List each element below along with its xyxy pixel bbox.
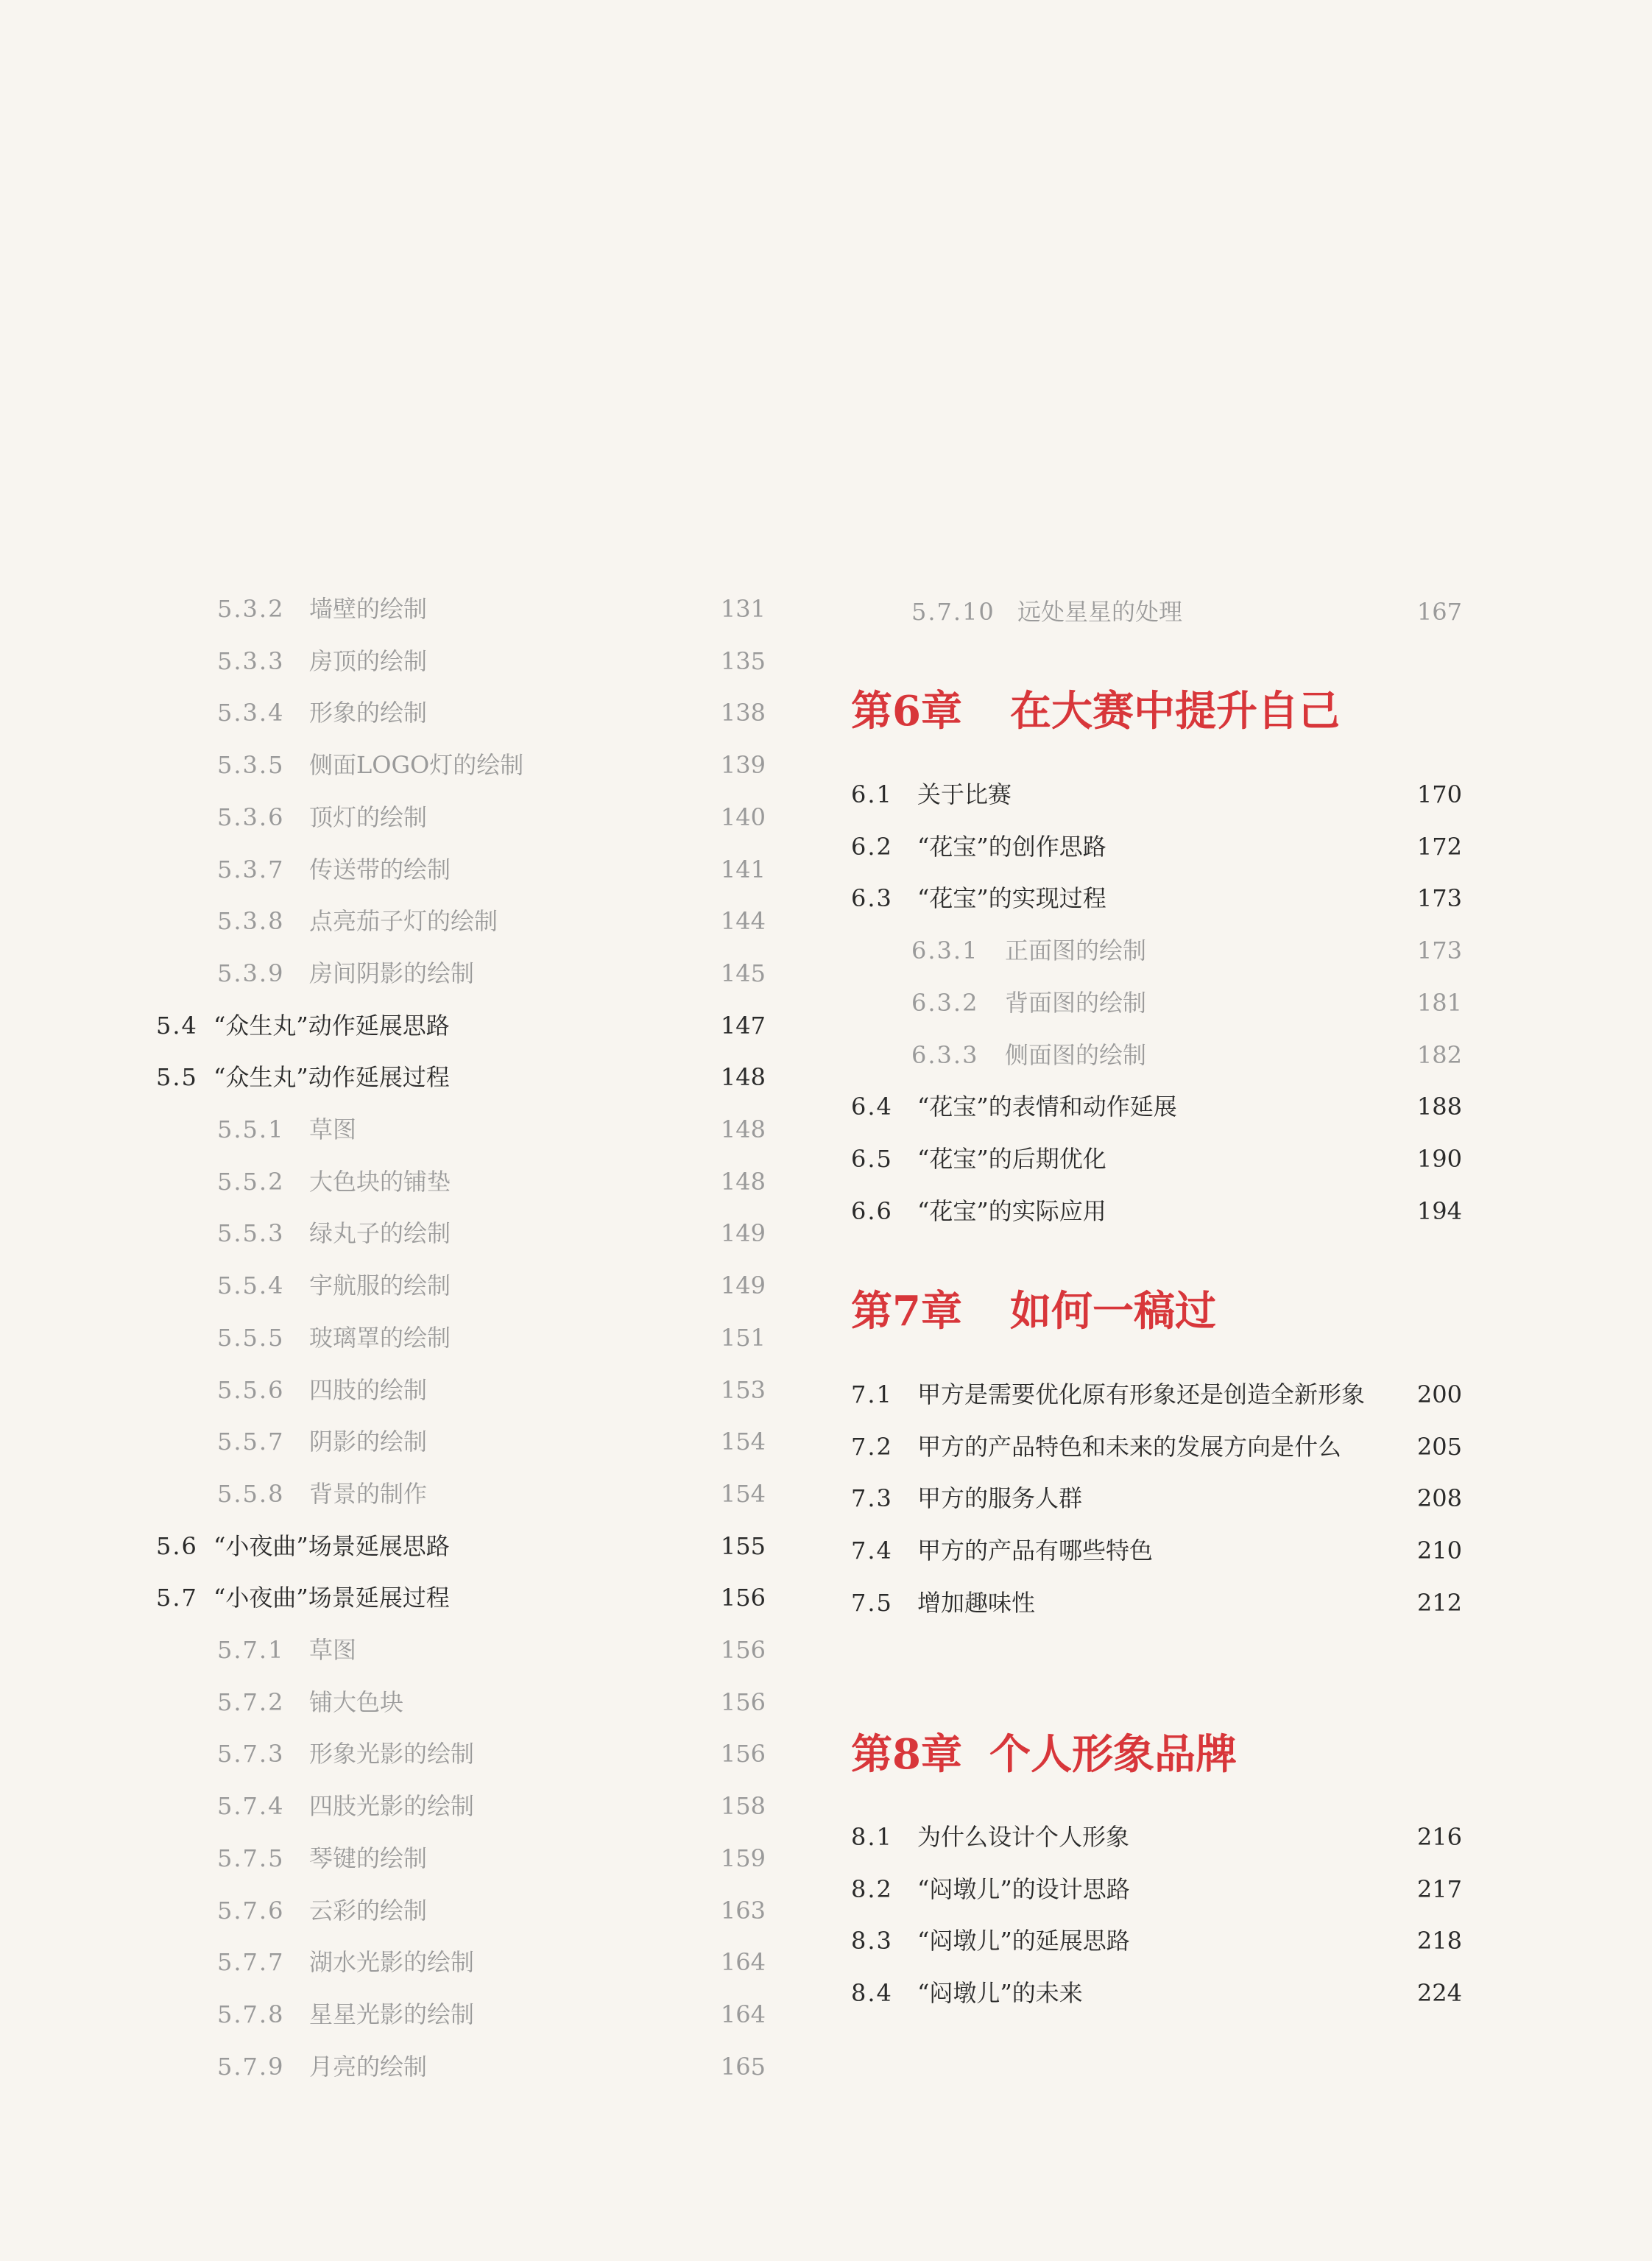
- chapter-title: 个人形象品牌: [989, 1730, 1237, 1779]
- entry-page-number: 156: [720, 1687, 766, 1716]
- entry-number: 6.6: [851, 1196, 893, 1225]
- entry-title: 琴键的绘制: [309, 1844, 428, 1872]
- entry-number: 8.2: [851, 1874, 893, 1903]
- entry-page-number: 167: [1416, 598, 1462, 626]
- entry-title: 湖水光影的绘制: [309, 1948, 475, 1977]
- entry-page-number: 216: [1416, 1823, 1462, 1851]
- entry-title: 宇航服的绘制: [309, 1271, 451, 1300]
- entry-title: 增加趣味性: [917, 1588, 1036, 1617]
- entry-number: 5.3.5: [217, 751, 285, 780]
- entry-title: 传送带的绘制: [309, 855, 451, 883]
- entry-number: 5.7.4: [217, 1792, 285, 1821]
- entry-page-number: 154: [720, 1479, 766, 1508]
- entry-page-number: 131: [720, 595, 766, 623]
- entry-page-number: 156: [720, 1636, 766, 1664]
- entry-title: 墙壁的绘制: [309, 595, 428, 623]
- entry-number: 7.2: [851, 1432, 893, 1461]
- entry-number: 8.3: [851, 1927, 893, 1955]
- entry-number: 7.4: [851, 1537, 893, 1565]
- entry-number: 6.3.1: [911, 937, 979, 965]
- entry-title: 甲方的产品特色和未来的发展方向是什么: [917, 1432, 1342, 1461]
- entry-number: 6.5: [851, 1144, 893, 1173]
- entry-page-number: 208: [1416, 1484, 1462, 1513]
- entry-title: “闷墩儿”的未来: [917, 1979, 1083, 2008]
- entry-number: 5.3.3: [217, 646, 285, 675]
- entry-title: 房间阴影的绘制: [309, 959, 475, 987]
- entry-page-number: 181: [1416, 988, 1462, 1017]
- entry-title: “花宝”的表情和动作延展: [917, 1093, 1177, 1121]
- entry-title: “闷墩儿”的设计思路: [917, 1874, 1130, 1903]
- entry-title: 大色块的铺垫: [309, 1167, 451, 1196]
- entry-number: 8.1: [851, 1823, 893, 1851]
- entry-number: 5.7.9: [217, 2052, 285, 2081]
- entry-title: 阴影的绘制: [309, 1428, 428, 1456]
- entry-title: 铺大色块: [309, 1687, 404, 1716]
- entry-number: 5.7.8: [217, 2000, 285, 2028]
- entry-number: 5.7.5: [217, 1844, 285, 1872]
- entry-page-number: 182: [1416, 1040, 1462, 1069]
- entry-title: “众生丸”动作延展思路: [213, 1011, 450, 1040]
- entry-number: 5.3.9: [217, 959, 285, 987]
- entry-number: 5.7.2: [217, 1687, 285, 1716]
- entry-page-number: 149: [720, 1219, 766, 1248]
- entry-page-number: 217: [1416, 1874, 1462, 1903]
- entry-number: 5.7: [156, 1584, 198, 1612]
- entry-number: 5.5.5: [217, 1323, 285, 1352]
- entry-title: 甲方的产品有哪些特色: [917, 1537, 1154, 1565]
- entry-number: 5.5.2: [217, 1167, 285, 1196]
- entry-title: 草图: [309, 1636, 357, 1664]
- entry-page-number: 170: [1416, 780, 1462, 808]
- entry-page-number: 151: [720, 1323, 766, 1352]
- entry-title: 侧面图的绘制: [1005, 1040, 1147, 1069]
- entry-title: 远处星星的处理: [1017, 598, 1183, 626]
- entry-page-number: 158: [720, 1792, 766, 1821]
- entry-number: 8.4: [851, 1979, 893, 2008]
- entry-page-number: 141: [720, 855, 766, 883]
- chapter-number: 第6章: [851, 687, 962, 736]
- entry-page-number: 224: [1416, 1979, 1462, 2008]
- entry-page-number: 149: [720, 1271, 766, 1300]
- entry-number: 6.3.2: [911, 988, 979, 1017]
- entry-number: 7.5: [851, 1588, 893, 1617]
- entry-title: 四肢光影的绘制: [309, 1792, 475, 1821]
- entry-title: “闷墩儿”的延展思路: [917, 1927, 1130, 1955]
- entry-title: 草图: [309, 1115, 357, 1143]
- entry-page-number: 200: [1416, 1380, 1462, 1408]
- entry-title: 星星光影的绘制: [309, 2000, 475, 2028]
- entry-number: 5.3.4: [217, 699, 285, 727]
- entry-title: “花宝”的创作思路: [917, 832, 1106, 861]
- entry-number: 6.2: [851, 832, 893, 861]
- entry-title: “花宝”的实际应用: [917, 1196, 1106, 1225]
- entry-title: 侧面LOGO灯的绘制: [309, 751, 524, 780]
- entry-number: 5.3.2: [217, 595, 285, 623]
- entry-title: 房顶的绘制: [309, 646, 428, 675]
- entry-title: 绿丸子的绘制: [309, 1219, 451, 1248]
- entry-title: 玻璃罩的绘制: [309, 1323, 451, 1352]
- entry-page-number: 163: [720, 1896, 766, 1925]
- entry-title: 顶灯的绘制: [309, 803, 428, 831]
- entry-page-number: 190: [1416, 1144, 1462, 1173]
- entry-number: 6.3: [851, 884, 893, 913]
- chapter-number: 第7章: [851, 1287, 962, 1336]
- entry-page-number: 205: [1416, 1432, 1462, 1461]
- entry-number: 5.7.7: [217, 1948, 285, 1977]
- entry-page-number: 156: [720, 1740, 766, 1768]
- entry-page-number: 159: [720, 1844, 766, 1872]
- entry-title: 正面图的绘制: [1005, 937, 1147, 965]
- entry-number: 5.5.1: [217, 1115, 285, 1143]
- entry-number: 6.4: [851, 1093, 893, 1121]
- entry-title: 云彩的绘制: [309, 1896, 428, 1925]
- entry-number: 5.7.3: [217, 1740, 285, 1768]
- entry-title: “小夜曲”场景延展过程: [213, 1584, 450, 1612]
- entry-number: 6.1: [851, 780, 893, 808]
- entry-page-number: 154: [720, 1428, 766, 1456]
- entry-title: “众生丸”动作延展过程: [213, 1063, 450, 1092]
- entry-page-number: 194: [1416, 1196, 1462, 1225]
- entry-page-number: 164: [720, 1948, 766, 1977]
- entry-title: 关于比赛: [917, 780, 1012, 808]
- entry-number: 5.6: [156, 1531, 198, 1560]
- entry-page-number: 148: [720, 1167, 766, 1196]
- entry-number: 5.7.1: [217, 1636, 285, 1664]
- entry-number: 5.5.8: [217, 1479, 285, 1508]
- entry-number: 5.5: [156, 1063, 198, 1092]
- entry-number: 5.5.3: [217, 1219, 285, 1248]
- entry-page-number: 156: [720, 1584, 766, 1612]
- entry-page-number: 139: [720, 751, 766, 780]
- entry-title: 背景的制作: [309, 1479, 428, 1508]
- entry-page-number: 140: [720, 803, 766, 831]
- entry-number: 5.3.8: [217, 907, 285, 936]
- entry-page-number: 173: [1416, 937, 1462, 965]
- entry-page-number: 155: [720, 1531, 766, 1560]
- entry-page-number: 148: [720, 1115, 766, 1143]
- entry-title: 为什么设计个人形象: [917, 1823, 1130, 1851]
- entry-page-number: 164: [720, 2000, 766, 2028]
- entry-title: “花宝”的后期优化: [917, 1144, 1106, 1173]
- entry-number: 5.4: [156, 1011, 198, 1040]
- entry-page-number: 138: [720, 699, 766, 727]
- entry-page-number: 135: [720, 646, 766, 675]
- entry-number: 7.3: [851, 1484, 893, 1513]
- entry-number: 5.3.6: [217, 803, 285, 831]
- entry-title: 点亮茄子灯的绘制: [309, 907, 498, 936]
- entry-number: 7.1: [851, 1380, 893, 1408]
- entry-page-number: 165: [720, 2052, 766, 2081]
- entry-title: “花宝”的实现过程: [917, 884, 1106, 913]
- entry-page-number: 172: [1416, 832, 1462, 861]
- entry-page-number: 218: [1416, 1927, 1462, 1955]
- entry-title: 甲方的服务人群: [917, 1484, 1083, 1513]
- entry-page-number: 153: [720, 1375, 766, 1404]
- entry-number: 5.5.4: [217, 1271, 285, 1300]
- entry-number: 5.7.10: [911, 598, 995, 626]
- entry-title: 形象光影的绘制: [309, 1740, 475, 1768]
- entry-title: 背面图的绘制: [1005, 988, 1147, 1017]
- chapter-title: 在大赛中提升自己: [1010, 687, 1340, 736]
- entry-page-number: 212: [1416, 1588, 1462, 1617]
- entry-page-number: 148: [720, 1063, 766, 1092]
- entry-page-number: 144: [720, 907, 766, 936]
- entry-number: 5.5.7: [217, 1428, 285, 1456]
- entry-page-number: 188: [1416, 1093, 1462, 1121]
- entry-page-number: 210: [1416, 1537, 1462, 1565]
- entry-number: 6.3.3: [911, 1040, 979, 1069]
- entry-number: 5.3.7: [217, 855, 285, 883]
- entry-title: “小夜曲”场景延展思路: [213, 1531, 450, 1560]
- entry-page-number: 145: [720, 959, 766, 987]
- entry-title: 甲方是需要优化原有形象还是创造全新形象: [917, 1380, 1366, 1408]
- entry-title: 月亮的绘制: [309, 2052, 428, 2081]
- chapter-title: 如何一稿过: [1010, 1287, 1216, 1336]
- chapter-number: 第8章: [851, 1730, 962, 1779]
- entry-number: 5.7.6: [217, 1896, 285, 1925]
- entry-title: 形象的绘制: [309, 699, 428, 727]
- entry-title: 四肢的绘制: [309, 1375, 428, 1404]
- entry-page-number: 147: [720, 1011, 766, 1040]
- entry-page-number: 173: [1416, 884, 1462, 913]
- entry-number: 5.5.6: [217, 1375, 285, 1404]
